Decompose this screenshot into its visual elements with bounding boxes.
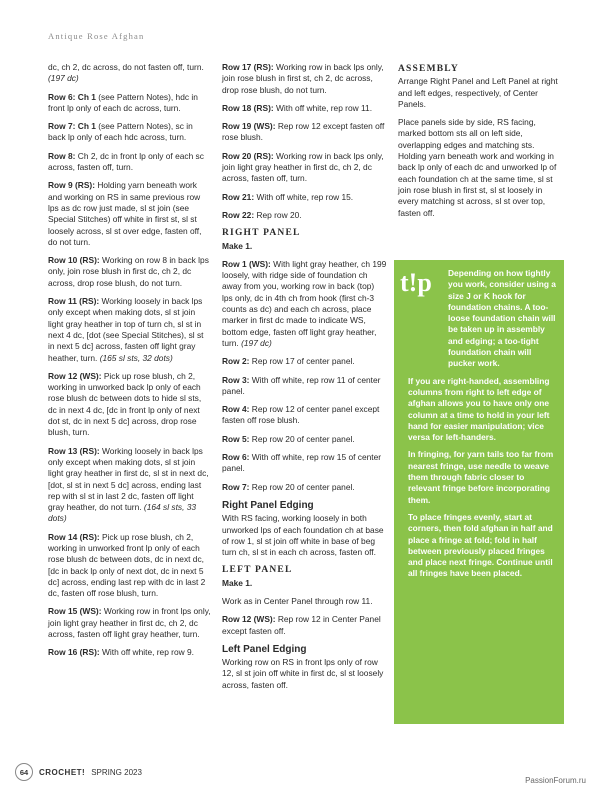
row-text: Pick up rose blush, ch 2, working in unworked front lp only of each rose blush dc between dots, dc in next dc, [dc in back lp only of next dot, dc in next 5 dc] across, ending last rep with dc in last 2 dc, fasten off rose blush, turn. bbox=[48, 531, 206, 599]
assembly-para-1: Arrange Right Panel and Left Panel at right and left edges, respectively, of Center Panels. bbox=[398, 76, 558, 109]
row-text: Working loosely in back lps only except when making dots, sl st join light gray heather in first dc, sl st in next dc, [dot, sl st in next 5 dc] across, ending last rep with sl st in last 2 dc, fasten off light gray heather, do not turn. bbox=[48, 445, 209, 513]
right-panel-edging-heading: Right Panel Edging bbox=[222, 499, 314, 511]
page-number: 64 bbox=[15, 763, 33, 781]
instruction-row bbox=[48, 255, 211, 289]
left-panel-edging-text: Working row on RS in front lps only of row 12, sl st join off white in first dc, sl st loosely across, fasten off. bbox=[222, 657, 384, 690]
row-text: With off white, rep row 9. bbox=[99, 647, 194, 658]
left-panel-edging-heading: Left Panel Edging bbox=[222, 643, 307, 655]
row-count: (197 dc) bbox=[48, 73, 79, 84]
magazine-issue: SPRING 2023 bbox=[91, 767, 142, 777]
column-2 bbox=[222, 62, 387, 698]
instruction-row bbox=[222, 103, 387, 114]
row-label: Row 6: Ch 1 bbox=[48, 91, 96, 102]
row-label: Row 3: bbox=[222, 374, 250, 385]
right-panel-make: Make 1. bbox=[222, 240, 253, 251]
row-text: Rep row 20 of center panel. bbox=[249, 433, 355, 444]
header-title: Antique Rose Afghan bbox=[48, 31, 145, 41]
instruction-row bbox=[222, 62, 387, 96]
row-label: Row 10 (RS): bbox=[48, 255, 100, 266]
tip-paragraph: To place fringes evenly, start at corners, then fold afghan in half and place a fringe at fold; fold in half between previously placed fringes and place next fringe. Continue until all fringes have been placed. bbox=[408, 511, 553, 579]
instruction-row bbox=[222, 452, 387, 475]
instruction-row bbox=[48, 532, 211, 600]
row-label: Row 20 (RS): bbox=[222, 150, 274, 161]
assembly-heading: ASSEMBLY bbox=[398, 64, 459, 74]
row-label: Row 21: bbox=[222, 191, 255, 202]
row-text: dc, ch 2, dc across, do not fasten off, turn. bbox=[48, 62, 204, 72]
tip-logo: t!p bbox=[400, 268, 432, 297]
magazine-brand: CROCHET! bbox=[39, 767, 86, 777]
instruction-row bbox=[48, 180, 211, 248]
row-label: Row 11 (RS): bbox=[48, 296, 100, 307]
right-panel-heading: RIGHT PANEL bbox=[222, 228, 301, 239]
instruction-row bbox=[222, 192, 387, 203]
row-label: Row 19 (WS): bbox=[222, 121, 276, 132]
right-panel-edging-text: With RS facing, working loosely in both unworked lps of each foundation ch at base of row 1, sl st join off white in base of beg turn ch, sl st in each ch across, fasten off. bbox=[222, 513, 384, 558]
row-text: With off white, rep row 15 of center panel. bbox=[222, 452, 382, 474]
instruction-row bbox=[222, 375, 387, 398]
row-text: With off white, rep row 15. bbox=[254, 191, 354, 202]
instruction-row bbox=[222, 434, 387, 445]
row-count: (164 sl sts, 33 dots) bbox=[48, 502, 197, 524]
row-text: Working row in front lps only, join light gray heather in first dc, ch 2, dc across, fasten off light gray heather, turn. bbox=[48, 606, 211, 640]
instruction-row bbox=[222, 356, 387, 367]
row-label: Row 15 (WS): bbox=[48, 606, 102, 617]
left-panel-rows bbox=[222, 614, 387, 637]
row-label: Row 9 (RS): bbox=[48, 180, 95, 191]
assembly-para-2: Place panels side by side, RS facing, marked bottom sts all on left side, overlapping edges and matching sts. Holding yarn beneath work and working in back lp only of each dc and unworked lp of each foundation ch at the same time, sl st join rose blush in first st, sl st loosely in every matching st across, sl st over top, fasten off. bbox=[398, 117, 557, 218]
instruction-row bbox=[48, 371, 211, 439]
row-text: Rep row 12 of center panel except fasten off rose blush. bbox=[222, 404, 380, 426]
row-label: Row 14 (RS): bbox=[48, 531, 100, 542]
row-label: Row 7: bbox=[222, 481, 250, 492]
right-panel-rows bbox=[222, 259, 387, 493]
instruction-row bbox=[222, 151, 387, 185]
column-1 bbox=[48, 62, 211, 666]
footer bbox=[15, 763, 142, 781]
row-label: Row 4: bbox=[222, 404, 250, 415]
tip-paragraph: In fringing, for yarn tails too far from nearest fringe, use needle to weave them through fabric closer to relevant fringe before incorporating them. bbox=[408, 449, 554, 505]
row-text: With off white, rep row 11 of center panel. bbox=[222, 374, 381, 396]
instruction-row bbox=[222, 482, 387, 493]
tip-paragraph: If you are right-handed, assembling columns from right to left edge of afghan allows you to have only one column at a time to hold in your left hand for easier manipulation; vice versa for left-handers. bbox=[408, 375, 550, 443]
instruction-row bbox=[48, 446, 211, 525]
watermark: PassionForum.ru bbox=[525, 776, 586, 785]
instruction-row bbox=[48, 647, 211, 658]
row-text: Working row in back lps only, join rose blush in first st, ch 2, dc across, drop rose blush, do not turn. bbox=[222, 62, 384, 95]
row-label: Row 1 (WS): bbox=[222, 258, 271, 269]
row-label: Row 13 (RS): bbox=[48, 445, 100, 456]
row-text: Working on row 8 in back lps only, join rose blush in first dc, ch 2, dc across, drop rose blush, do not turn. bbox=[48, 255, 209, 288]
row-label: Row 12 (WS): bbox=[222, 614, 276, 625]
instruction-row bbox=[48, 92, 211, 115]
row-text: Rep row 17 of center panel. bbox=[249, 356, 355, 367]
instruction-row bbox=[48, 296, 211, 364]
center-panel-rows bbox=[222, 62, 387, 221]
instruction-row bbox=[48, 606, 211, 640]
row-text: Pick up rose blush, ch 2, working in unworked back lp only of each rose blush dc between dots to hide sl sts, dc in next 4 dc, [dc in front lp only of next dot st, dc in next 5 dc] across, drop rose blush, turn. bbox=[48, 370, 202, 438]
instruction-row bbox=[222, 404, 387, 427]
row-text: With light gray heather, ch 199 loosely, with ridge side of foundation ch away from you, working row in back (top) lps only, dc in 4th ch from hook (first ch-3 counts as dc) and each ch across, place marker in first dc made to indicate WS, bottom edge, fasten off light gray heather, turn. bbox=[222, 258, 387, 348]
left-panel-line: Work as in Center Panel through row 11. bbox=[222, 595, 373, 606]
row-text: Working loosely in back lps only except when making dots, sl st join light gray heather in top of turn ch, sl st in next 4 dc, [dot (see Special Stitches), sl st in next 5 dc] across, fasten off light gray heather, turn. bbox=[48, 296, 204, 363]
row-label: Row 8: bbox=[48, 150, 76, 161]
row-count: (165 sl sts, 32 dots) bbox=[99, 352, 173, 363]
row-label: Row 5: bbox=[222, 433, 250, 444]
row-text: Rep row 20. bbox=[254, 209, 302, 220]
row-text: Ch 2, dc in front lp only of each sc across, fasten off, turn. bbox=[48, 150, 204, 173]
row-label: Row 22: bbox=[222, 209, 255, 220]
instruction-row bbox=[48, 151, 211, 174]
instruction-row bbox=[48, 62, 211, 85]
tip-box bbox=[394, 260, 564, 724]
row-label: Row 17 (RS): bbox=[222, 62, 274, 72]
row-text: Rep row 12 in Center Panel except fasten off. bbox=[222, 614, 381, 636]
row-text: (see Pattern Notes), hdc in front lp only of each dc across, turn. bbox=[48, 91, 198, 113]
row-text: Working row in back lps only, join light gray heather in first dc, ch 2, dc across, fasten off, turn. bbox=[222, 150, 384, 184]
row-label: Row 6: bbox=[222, 452, 250, 463]
row-text: Rep row 12 except fasten off rose blush. bbox=[222, 121, 385, 143]
row-text: (see Pattern Notes), sc in back lp only of each hdc across, turn. bbox=[48, 121, 193, 143]
instruction-row bbox=[48, 121, 211, 144]
row-label: Row 7: Ch 1 bbox=[48, 121, 96, 132]
row-label: Row 12 (WS): bbox=[48, 370, 102, 381]
left-panel-heading: LEFT PANEL bbox=[222, 565, 293, 576]
instruction-row bbox=[222, 259, 387, 349]
column-3 bbox=[398, 62, 558, 226]
instruction-row bbox=[222, 121, 387, 144]
row-label: Row 18 (RS): bbox=[222, 102, 274, 113]
left-panel-make: Make 1. bbox=[222, 577, 253, 588]
row-text: Holding yarn beneath work and working on RS in same previous row lps as dc row just made, sl st join (see Special Stitches) off white in first st, sl st loosely across, sl st over edge, fasten off, do not turn. bbox=[48, 180, 202, 247]
row-label: Row 16 (RS): bbox=[48, 647, 100, 658]
row-count: (197 dc) bbox=[241, 337, 272, 348]
instruction-row bbox=[222, 614, 387, 637]
tip-body bbox=[408, 268, 558, 586]
row-text: With off white, rep row 11. bbox=[273, 102, 373, 113]
row-label: Row 2: bbox=[222, 356, 250, 367]
row-text: Rep row 20 of center panel. bbox=[249, 481, 355, 492]
instruction-row bbox=[222, 210, 387, 221]
tip-paragraph: Depending on how tightly you work, consider using a size J or K hook for foundation chains. A too-loose foundation chain will be taken up in assembly and edging; a too-tight foundation chain will pucker work. bbox=[448, 268, 556, 369]
